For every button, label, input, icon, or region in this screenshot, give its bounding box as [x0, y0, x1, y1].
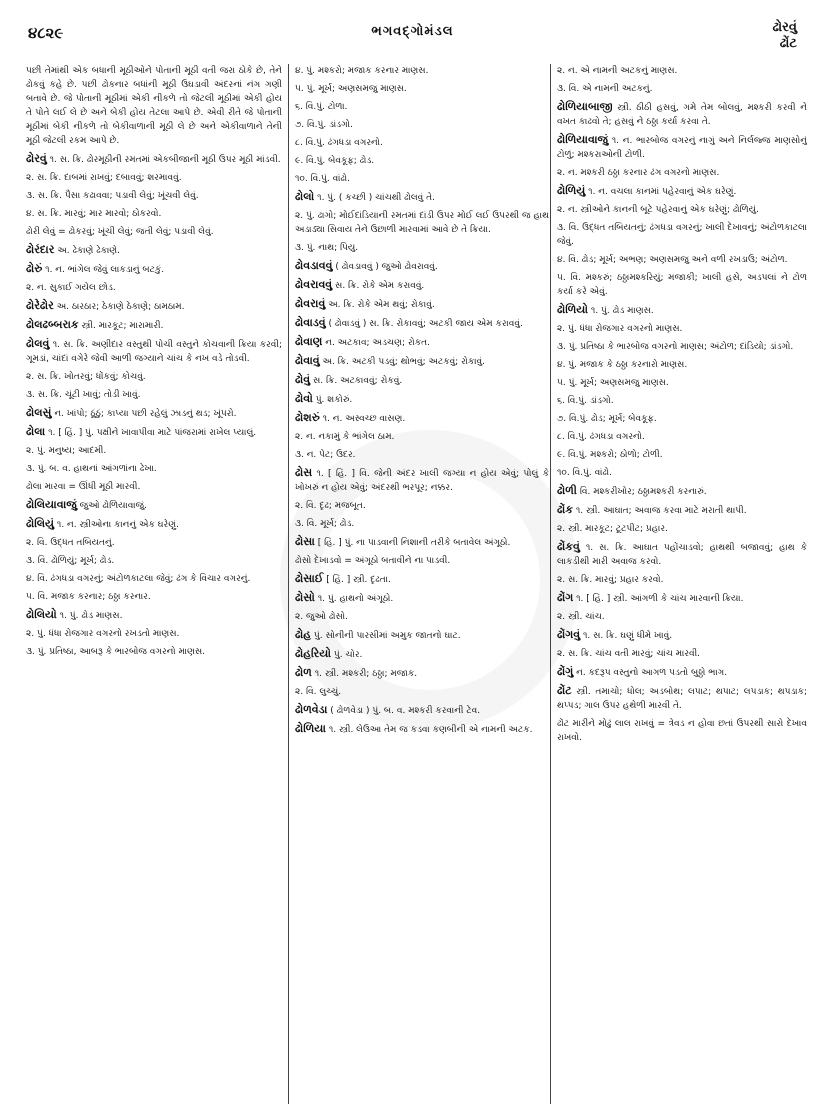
entry-headword: ઢોલવું [26, 337, 50, 350]
dictionary-entry [295, 628, 549, 643]
entry-definition: ન. ખાંપો; ઠૂંઠું; કાપ્યા પછી રહેલું ઝાડનું થડ; ખૂંપરો. [54, 409, 237, 419]
dictionary-entry [295, 154, 549, 168]
entry-definition: ૧. પું. ( કચ્છી ) ચાંચથી ઢોલવું તે. [317, 193, 435, 203]
page-title: ભગવદ્ગોમંડલ [371, 24, 454, 39]
entry-definition: ૬. વિ.પું. ડાંડગો. [557, 396, 614, 406]
entry-headword: ઢોવાડવું [295, 316, 326, 329]
entry-definition: ૧. ન. વચલા કાનમાં પહેરવાનું એક ઘરેણું. [588, 187, 737, 197]
dictionary-entry [557, 184, 807, 199]
entry-definition: ૭. વિ.પું. ડાંડગો. [295, 120, 353, 130]
dictionary-entry [26, 444, 282, 458]
entry-headword: ઢોવડાવવું [295, 259, 333, 272]
entry-definition: ઢોસો દેખાડવો = અંગૂઠો બતાવીને ના પાડવી. [295, 556, 451, 566]
dictionary-entry [295, 392, 549, 407]
entry-definition: ૫. વિ. મશ્કરું; ઠઠ્ઠામશ્કરિયું; મજાકી; ખાલી હસે, અડપલાં ને ટોળ કર્યા કરે એવું. [557, 273, 807, 297]
dictionary-entry [295, 535, 549, 550]
entry-definition: ૫. પું. મૂર્ખ; અણસમજુ માણસ. [295, 84, 407, 94]
column-1 [26, 64, 282, 1104]
dictionary-entry [557, 717, 807, 745]
dictionary-entry [557, 448, 807, 462]
entry-definition: ન. કદરૂપ વસ્તુનો આગળ પડતો બુઠ્ઠો ભાગ. [576, 668, 728, 678]
guide-words [772, 20, 797, 52]
entry-definition: ૨. સ. ક્રિ. ખોતરવું; ધોંકવું; કોચવું. [26, 372, 146, 382]
dictionary-entry [26, 554, 282, 568]
entry-headword: ઢોલા [26, 425, 46, 438]
entry-definition: ૨. વિ. દૃઢ; મજબૂત. [295, 501, 366, 511]
dictionary-entry [295, 466, 549, 495]
dictionary-entry [295, 610, 549, 624]
dictionary-entry [557, 610, 807, 624]
dictionary-entry [295, 499, 549, 513]
dictionary-entry [295, 354, 549, 369]
dictionary-entry [295, 448, 549, 462]
entry-definition: ૨. સ. ક્રિ. દાબમાં રાખવું; દબાવવું; શરમાવવું. [26, 173, 182, 183]
entry-definition: ૧. ન. ભારબોજ વગરનું નાગું અને નિર્લજ્જ માણસોનું ટોળું; મશ્કરાઓની ટોળી. [557, 136, 807, 160]
entry-definition: ૧. સ. ક્રિ. ઢોરમૂઠીની રમતમાં એકબીજાની મૂઠી ઉપર મૂઠી માંડવી. [49, 155, 281, 165]
entry-definition: ૧. સ. ક્રિ. આઘાત પહોંચાડવો; હાથથી બજાવવું; હાથ કે લાકડીથી મારી અવાજ કરવો. [557, 543, 807, 567]
entry-definition: ૫. પું. મૂર્ખ; અણસમજુ માણસ. [557, 378, 669, 388]
entry-definition: ૧૦. વિ.પું. વાંઢો. [557, 468, 613, 478]
dictionary-entry [557, 303, 807, 318]
entry-definition: ૧. સ્ત્રી. લેઉઆ તેમ જ કડવા કણબીની એ નામની અટક. [328, 725, 533, 735]
entry-definition: ૪. વિ. ઢંગધડા વગરનું; અંટોળકાટલા જેવું; ઢંગ કે વિચાર વગરનું. [26, 574, 251, 584]
entry-definition: [ હિં. ] સ્ત્રી. દૃઢતા. [326, 575, 391, 585]
dictionary-entry [295, 136, 549, 150]
entry-headword: ઢોસાઈ [295, 572, 324, 585]
entry-definition: ૨. સ્ત્રી. મારકૂટ; ટૂટપીટ; પ્રહાર. [557, 524, 668, 534]
entry-headword: ઢોલિયું [26, 517, 55, 530]
entry-definition: ૩. પું. નાથ; પિયુ. [295, 243, 359, 253]
dictionary-entry [26, 152, 282, 167]
entry-definition: અ. ઠારઠાર; ઠેકાણે ઠેકાણે; ઠામઠામ. [56, 302, 185, 312]
dictionary-entry [557, 271, 807, 299]
entry-definition: ૬. વિ.પું. ટોળા. [295, 102, 348, 112]
dictionary-entry [295, 517, 549, 531]
entry-definition: ૧. ન. ભાંગેલ જેવું લાકડાનું બટકું. [45, 265, 165, 275]
dictionary-entry [557, 322, 807, 336]
dictionary-entry [295, 82, 549, 96]
dictionary-entry [26, 171, 282, 185]
entry-headword: ઢોલો [295, 190, 315, 203]
dictionary-entry [26, 243, 282, 258]
dictionary-entry [26, 645, 282, 659]
entry-definition: અ. ક્રિ. અટકી પડવું; થોભવું; અટકવું; રોકાવું. [322, 357, 486, 367]
dictionary-entry [295, 703, 549, 718]
entry-definition: ૯. વિ.પું. મશ્કરો; ઠોળો; ટોળી. [557, 450, 663, 460]
entry-definition: ૧. પું. હાથનો અંગૂઠો. [317, 594, 394, 604]
dictionary-entry [26, 225, 282, 239]
entry-definition: ૩. પું. પ્રતિષ્ઠા, આબરૂ કે ભારબોજ વગરનો માણસ. [26, 647, 205, 657]
entry-headword: ઢોળી [557, 484, 577, 497]
dictionary-entry [26, 608, 282, 623]
entry-definition: ૩. વિ. ઢોળિયું; મૂર્ખ; ઢોડ. [26, 556, 115, 566]
guide-word-top: ઢોરવું [772, 20, 797, 35]
dictionary-entry [295, 190, 549, 205]
entry-definition: ૨. વિ. લુચ્ચું. [295, 687, 342, 697]
dictionary-entry [295, 241, 549, 255]
entry-definition: ૨. ન. મશ્કરી ઠઠ્ઠા કરનાર ઢંગ વગરનો માણસ. [557, 168, 720, 178]
entry-headword: ઢોંટ [557, 684, 572, 697]
dictionary-entry [557, 647, 807, 661]
entry-headword: ઢોલિયો [26, 608, 57, 621]
entry-definition: પું. શકોરું. [315, 395, 353, 405]
entry-definition: ૩. ન. પેટ; ઉદર. [295, 450, 356, 460]
entry-definition: સ. ક્રિ. અટકાવવું; રોકવું. [312, 376, 403, 386]
entry-definition: અ. ઢેકાણે ઢેકાણે. [57, 246, 121, 256]
entry-headword: ઢોંકવું [557, 540, 580, 553]
dictionary-entry [295, 430, 549, 444]
entry-definition: ૧. સ. ક્રિ. ઘણું ધીમે ખાવું. [582, 631, 673, 641]
entry-definition: ૨. પું. મનુષ્ય; આદમી. [26, 446, 107, 456]
entry-headword: ઢોલિયાવાજું [26, 498, 77, 511]
entry-definition: ૪. વિ. ઢોડ; મૂર્ખ; અભણ; અણસમજુ અને વળી રખડાઉ; અંટોળ. [557, 255, 788, 265]
dictionary-entry [557, 100, 807, 129]
dictionary-entry [557, 684, 807, 713]
dictionary-entry [26, 189, 282, 203]
entry-headword: ઢોરું [26, 262, 43, 275]
entry-definition: ૩. વિ. એ નામની અટકનું. [557, 84, 653, 94]
entry-headword: ઢોળિયો [557, 303, 589, 316]
dictionary-entry [295, 685, 549, 699]
dictionary-entry [26, 627, 282, 641]
entry-headword: ઢોહ [295, 628, 312, 641]
entry-definition: ૩. વિ. ઉદ્ધત તબિયતનું; ઢંગધડા વગરનું; ખાલી દેખાવનું; અંટોળકાટલા જેવું. [557, 223, 807, 247]
entry-definition: ઢોલા મારવા = ઊંધી મૂઠી મારવી. [26, 482, 141, 492]
entry-definition: ૨. ન. એ નામની અટકનું માણસ. [557, 66, 678, 76]
dictionary-entry [26, 498, 282, 513]
dictionary-entry [295, 297, 549, 312]
page-header [28, 18, 797, 58]
dictionary-entry [557, 376, 807, 390]
dictionary-entry [26, 388, 282, 402]
dictionary-entry [26, 462, 282, 476]
dictionary-entry [557, 394, 807, 408]
entry-headword: ઢોલઢબ્બરાક [26, 318, 79, 331]
dictionary-entry [26, 262, 282, 277]
entry-headword: ઢોવું [295, 373, 311, 386]
entry-definition: ૯. વિ.પું. બેવકૂફ; ઢોડ. [295, 156, 375, 166]
entry-definition: ૮. વિ.પું. ઢંગધડા વગરનો. [295, 138, 383, 148]
dictionary-entry [26, 590, 282, 604]
dictionary-entry [26, 318, 282, 333]
entry-definition: ૪. પું. મશ્કરો; મજાક કરનાર માણસ. [295, 66, 429, 76]
dictionary-entry [26, 299, 282, 314]
dictionary-entry [557, 503, 807, 518]
dictionary-entry [557, 133, 807, 162]
dictionary-entry [557, 340, 807, 354]
columns [26, 64, 807, 1104]
entry-headword: ઢોવો [295, 392, 313, 405]
entry-definition: ૩. સ. ક્રિ. પૈસા કઢાવવા; પડાવી લેવું; ખૂંચવી લેવું. [26, 191, 199, 201]
dictionary-entry [26, 425, 282, 440]
dictionary-entry [26, 370, 282, 384]
entry-definition: ૧. પું. ઢોડ માણસ. [590, 306, 654, 316]
entry-definition: ૧. [ હિં. ] વિ. જેની અંદર ખાલી જગ્યા ન હોય એવું; પોલું કે ખોખરું ન હોય એવું; અંદરથી ભરપૂર; નક્કર. [295, 469, 549, 493]
entry-definition: ૧. [ હિં. ] પું. પક્ષીને ખાવાપીવા માટે પાંજરામાં રાખેલ પ્યાલું. [48, 428, 257, 438]
entry-definition: [ હિં. ] પું. ના પાડવાની નિશાની તરીકે બતાવેલ અંગૂઠો. [317, 538, 511, 548]
entry-headword: ઢોસ [295, 466, 313, 479]
dictionary-entry [26, 207, 282, 221]
entry-definition: ૨. પું. ઢાગો; મોઈદાંડિયાની રમતમાં દાંડી ઉપર મોઈ લઈ ઉપરથી જ હાથ અડાડ્યા સિવાય તેને ઉછાળી મારવામાં આવે છે તે ક્રિયા. [295, 211, 549, 235]
column-2 [288, 64, 549, 1104]
entry-definition: સ. ક્રિ. રોકે એમ કરાવવું. [335, 281, 425, 291]
entry-definition: ઢોરી લેવું = ઢોકરવું; ખૂંચી લેવું; જતી લેવું; પડાવી લેવું. [26, 227, 214, 237]
dictionary-entry [295, 722, 549, 737]
entry-headword: ઢોળવેડા [295, 703, 328, 716]
entry-headword: ઢોવરાવું [295, 297, 326, 310]
entry-headword: ઢોસા [295, 535, 315, 548]
dictionary-entry [557, 64, 807, 78]
entry-definition: સ્ત્રી. ઠીઠી હસવું, ગમે તેમ બોલવું, મશ્કરી કરવી ને વખત કાઢવો તે; હસવું ને ઠઠ્ઠા કર્યા કરવા તે. [557, 103, 807, 127]
entry-definition: ૨. વિ. ઉદ્ધત તબિયતનું. [26, 538, 115, 548]
dictionary-entry [557, 203, 807, 217]
entry-definition: ન. અટકાવ; અડચણ; રોકત. [325, 338, 430, 348]
dictionary-entry [26, 64, 282, 148]
entry-headword: ઢોવરાવવું [295, 278, 333, 291]
entry-definition: ૨. સ. ક્રિ. મારવું; પ્રહાર કરવો. [557, 575, 664, 585]
entry-definition: ૨. ન. સુકાઈ ગયેલ છોડ. [26, 283, 116, 293]
entry-definition: ૧. [ હિં. ] સ્ત્રી. આંગળી કે ચાંચ મારવાની ક્રિયા. [576, 594, 744, 604]
entry-definition: ૨. પું. ધંધા રોજગાર વગરનો રખડતો માણસ. [26, 629, 180, 639]
dictionary-entry [295, 64, 549, 78]
entry-definition: ૨. સ. ક્રિ. ચાંચ વતી મારવું; ચાંચ મારવી. [557, 649, 701, 659]
entry-headword: ઢોરેઢોર [26, 299, 54, 312]
entry-definition: ૨. જુઓ ઢોસો. [295, 612, 348, 622]
dictionary-entry [557, 484, 807, 499]
entry-definition: પછી તેમાંથી એક બધાની મૂઠીઓને પોતાની મૂઠી વતી જરા ઠોકે છે, તેને ઢોકવું કહે છે. પછી ઢોકનાર બધાંની મૂઠી ઉઘડાવી અંદરનાં નંગ ગણી બતાવે છે. જે પોતાની મૂઠીમાં એકી નીકળે તો જેટલી મૂઠીમાં એકી હોય તે પોતે લઈ લે છે અને બેકી હોય તેટલા આપે છે. એવી રીતે જે પોતાની મૂઠીમાં બેકી નીકળે તો બેકીવાળાની મૂઠી લે છે અને એકીવાળાને તેની મૂઠી જેટલી રકમ આપે છે. [26, 66, 282, 146]
dictionary-entry [26, 281, 282, 295]
dictionary-entry [557, 466, 807, 480]
entry-definition: ૧. સ્ત્રી. મશ્કરી; ઠઠ્ઠા; મજાક. [314, 669, 418, 679]
entry-definition: ૫. વિ. મજાક કરનાર; ઠઠ્ઠા કરનાર. [26, 592, 151, 602]
column-3 [550, 64, 807, 1104]
entry-definition: ૩. પું. બ. વ. હાથનાં આંગળાંના ઢેખા. [26, 464, 157, 474]
entry-definition: ( ઢોળવેડા ) પું. બ. વ. મશ્કરી કરવાની ટેવ. [330, 706, 481, 716]
entry-definition: ( ઢોવડાવવું ) જુઓ ઢોવરાવવું. [335, 262, 438, 272]
dictionary-entry [295, 118, 549, 132]
dictionary-entry [557, 665, 807, 680]
entry-definition: પું. સોનીની પારસીમાં અમુક જાતનો ઘાટ. [313, 631, 461, 641]
entry-headword: ઢોવાણ [295, 335, 323, 348]
dictionary-entry [295, 554, 549, 568]
entry-definition: ૧. ન. સ્ત્રીઓના કાનનું એક ઘરેણું. [56, 520, 179, 530]
dictionary-entry [557, 591, 807, 606]
entry-headword: ઢોરંદાર [26, 243, 55, 256]
dictionary-entry [295, 411, 549, 426]
dictionary-entry [295, 666, 549, 681]
entry-definition: ૨. સ્ત્રી. ચાંચ. [557, 612, 605, 622]
dictionary-entry [557, 358, 807, 372]
entry-headword: ઢોળિયાબાજી [557, 100, 613, 113]
guide-word-bottom: ઢોંટ [779, 36, 797, 51]
entry-headword: ઢોશરું [295, 411, 320, 424]
entry-definition: ૧૦. વિ.પું. વાંઢો. [295, 174, 351, 184]
dictionary-entry [26, 337, 282, 366]
dictionary-entry [295, 100, 549, 114]
dictionary-entry [295, 335, 549, 350]
entry-definition: ૨. પું. ધંધા રોજગાર વગરનો માણસ. [557, 324, 683, 334]
dictionary-entry [26, 536, 282, 550]
entry-headword: ઢોળિયું [557, 184, 586, 197]
dictionary-entry [295, 209, 549, 237]
entry-definition: ૩. પું. પ્રતિષ્ઠા કે ભારબોજ વગરનો માણસ; અંટોળ; દાંડિયો; ડાંડગો. [557, 342, 794, 352]
dictionary-entry [557, 573, 807, 587]
entry-definition: સ્ત્રી. મારકૂટ; મારામારી. [81, 321, 164, 331]
dictionary-entry [26, 572, 282, 586]
entry-headword: ઢોંક [557, 503, 573, 516]
dictionary-entry [295, 572, 549, 587]
entry-definition: ૪. સ. ક્રિ. મારવું; માર મારવો; ઠોકરવો. [26, 209, 162, 219]
dictionary-entry [557, 522, 807, 536]
page-number: ૪૮૨૯ [28, 24, 64, 42]
dictionary-entry [557, 166, 807, 180]
dictionary-entry [557, 412, 807, 426]
dictionary-entry [295, 172, 549, 186]
entry-headword: ઢોંગવું [557, 628, 581, 641]
dictionary-entry [557, 82, 807, 96]
entry-headword: ઢોંગ [557, 591, 574, 604]
entry-headword: ઢોળિયા [295, 722, 326, 735]
entry-headword: ઢોંગું [557, 665, 574, 678]
entry-definition: સ્ત્રી. તમાચો; ધોલ; અડબોથ; લપાટ; થપાટ; લપડાક; થપડાક; થપ્પડ; ગાલ ઉપર હથેળી મારવી તે. [557, 687, 807, 711]
entry-definition: જુઓ ઢોળિયાવાજું. [79, 501, 147, 511]
entry-headword: ઢોસો [295, 591, 315, 604]
entry-definition: ( ઢોવાડવું ) સ. ક્રિ. રોકાવવું; અટકી જાય એમ કરાવવું. [328, 319, 523, 329]
entry-definition: ૩. વિ. મૂર્ખ; ઢોડ. [295, 519, 355, 529]
dictionary-entry [295, 373, 549, 388]
entry-definition: ૩. સ. ક્રિ. ચૂંટી ખાવું; તોડી ખાવું. [26, 390, 141, 400]
dictionary-entry [557, 221, 807, 249]
entry-definition: ૧. સ. ક્રિ. અણીદાર વસ્તુથી પોચી વસ્તુને કોચવાની ક્રિયા કરવી; ગૂમડાં, ચાંદાં વગેરે જેવી આળી જગ્યાને ચાંચ કે નખ વડે તોડવી. [26, 340, 282, 364]
entry-headword: ઢોળિયાવાજું [557, 133, 608, 146]
entry-definition: ૪. પું. મજાક કે ઠઠ્ઠા કરનારો માણસ. [557, 360, 688, 370]
dictionary-entry [295, 316, 549, 331]
dictionary-entry [557, 540, 807, 569]
entry-definition: ૮. વિ.પું. ઢંગધડા વગરનો. [557, 432, 645, 442]
dictionary-entry [557, 253, 807, 267]
entry-definition: ૭. વિ.પું. ઢોડ; મૂર્ખ; બેવકૂફ. [557, 414, 657, 424]
dictionary-entry [26, 517, 282, 532]
dictionary-entry [26, 406, 282, 421]
dictionary-entry [295, 647, 549, 662]
entry-headword: ઢોરવું [26, 152, 47, 165]
dictionary-entry [557, 628, 807, 643]
entry-definition: અ. ક્રિ. રોકે એમ થવું; રોકાવું. [328, 300, 435, 310]
entry-definition: ૧. ન. અસ્વચ્છ વાસણ. [322, 414, 406, 424]
entry-definition: ૧. પું. ઢોડ માણસ. [59, 611, 123, 621]
entry-headword: ઢોહરિયો [295, 647, 331, 660]
entry-definition: ૨. ન. નકામું કે ભાંગેલ ઠામ. [295, 432, 395, 442]
dictionary-entry [26, 480, 282, 494]
entry-headword: ઢોવાવું [295, 354, 320, 367]
dictionary-entry [295, 259, 549, 274]
entry-headword: ઢોલસું [26, 406, 52, 419]
entry-definition: ઢોંટ મારીને મોઢું લાલ રાખવું = ત્રેવડ ન હોવા છતાં ઉપરથી સારો દેખાવ રાખવો. [557, 719, 807, 743]
dictionary-entry [295, 591, 549, 606]
dictionary-entry [295, 278, 549, 293]
entry-definition: પું. ચોર. [333, 650, 363, 660]
entry-definition: ૧. સ્ત્રી. આઘાત; અવાજ કરવા માટે મરાતી થાપી. [575, 506, 747, 516]
dictionary-entry [557, 430, 807, 444]
entry-headword: ઢોળ [295, 666, 312, 679]
entry-definition: ૨. ન. સ્ત્રીઓને કાનની બૂટે પહેરવાનું એક ઘરેણું; ઢોળિયું. [557, 205, 759, 215]
entry-definition: વિ. મશ્કરીખોર; ઠઠ્ઠામશ્કરી કરનારું. [579, 487, 707, 497]
